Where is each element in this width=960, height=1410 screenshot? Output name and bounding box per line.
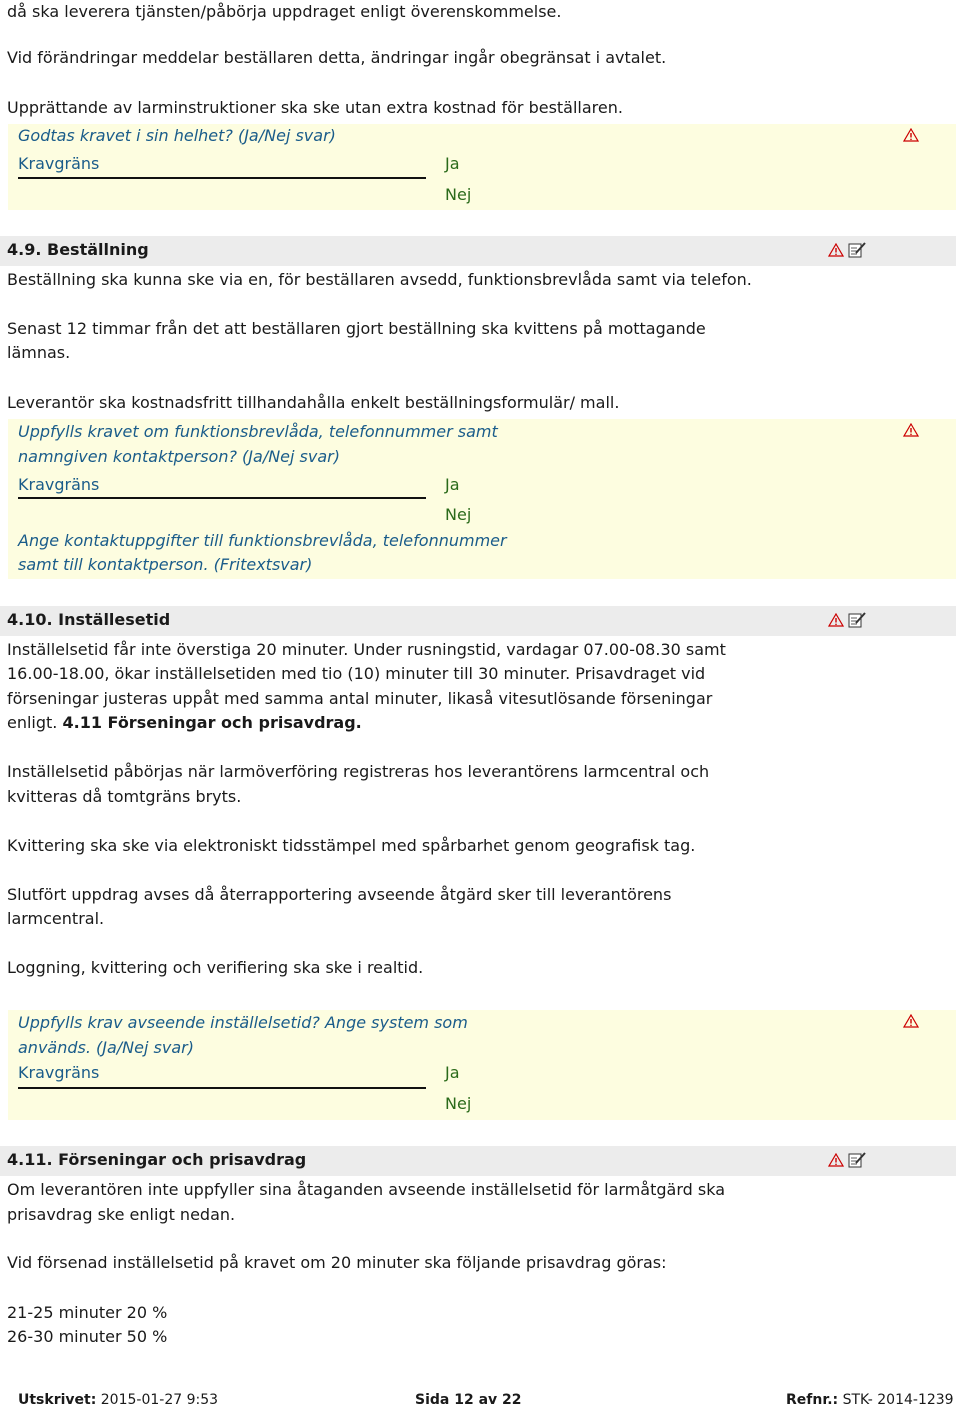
body-text: kvitteras då tomtgräns bryts. <box>7 787 242 806</box>
edit-icon[interactable] <box>848 1151 866 1169</box>
body-text: Vid försenad inställelsetid på kravet om 20 minuter ska följande prisavdrag göras: <box>7 1253 667 1272</box>
body-text: larmcentral. <box>7 909 105 928</box>
warning-icon <box>828 243 844 257</box>
freetext-prompt: samt till kontaktperson. (Fritextsvar) <box>18 555 313 574</box>
question-text: Uppfylls krav avseende inställelsetid? Ange system som <box>18 1013 468 1032</box>
answer-line <box>18 497 426 499</box>
body-text: Leverantör ska kostnadsfritt tillhandahålla enkelt beställningsformulär/ mall. <box>7 393 620 412</box>
section-title: 4.10. Inställesetid <box>7 610 171 629</box>
cross-reference: 4.11 Förseningar och prisavdrag. <box>62 713 362 732</box>
body-text: Vid förändringar meddelar beställaren detta, ändringar ingår obegränsat i avtalet. <box>7 48 667 67</box>
answer-yes[interactable]: Ja <box>445 475 460 494</box>
footer-printed-value: 2015-01-27 9:53 <box>96 1392 219 1408</box>
edit-icon[interactable] <box>848 241 866 259</box>
question-box <box>8 419 956 579</box>
section-header <box>0 236 956 266</box>
answer-no[interactable]: Nej <box>445 505 472 524</box>
question-text: Godtas kravet i sin helhet? (Ja/Nej svar) <box>18 126 336 145</box>
answer-no[interactable]: Nej <box>445 185 472 204</box>
deduction-row: 21-25 minuter 20 % <box>7 1303 168 1322</box>
footer-page <box>415 1392 522 1408</box>
footer-page-label: Sida 12 av 22 <box>415 1392 522 1408</box>
warning-icon <box>828 613 844 627</box>
body-text: Om leverantören inte uppfyller sina åtaganden avseende inställelsetid för larmåtgärd ska <box>7 1180 725 1199</box>
answer-no[interactable]: Nej <box>445 1094 472 1113</box>
answer-line <box>18 1087 426 1089</box>
freetext-prompt: Ange kontaktuppgifter till funktionsbrevlåda, telefonnummer <box>18 531 507 550</box>
answer-line <box>18 177 426 179</box>
body-text: lämnas. <box>7 343 71 362</box>
body-text: Kvittering ska ske via elektroniskt tidsstämpel med spårbarhet genom geografisk tag. <box>7 836 696 855</box>
requirement-limit-label: Kravgräns <box>18 1063 100 1082</box>
body-text <box>7 711 362 736</box>
footer-printed <box>18 1392 218 1408</box>
warning-icon <box>903 423 919 437</box>
body-text: Beställning ska kunna ske via en, för beställaren avsedd, funktionsbrevlåda samt via telefon. <box>7 270 752 289</box>
deduction-row: 26-30 minuter 50 % <box>7 1327 168 1346</box>
body-text: Loggning, kvittering och verifiering ska ske i realtid. <box>7 958 424 977</box>
body-text-fragment: enligt. <box>7 713 63 732</box>
body-text: 16.00-18.00, ökar inställelsetiden med tio (10) minuter till 30 minuter. Prisavdraget vid <box>7 664 706 683</box>
footer-ref <box>786 1392 954 1408</box>
body-text: Senast 12 timmar från det att beställaren gjort beställning ska kvittens på mottagande <box>7 319 706 338</box>
body-text: Inställelsetid påbörjas när larmöverföring registreras hos leverantörens larmcentral och <box>7 762 710 781</box>
section-title: 4.11. Förseningar och prisavdrag <box>7 1150 307 1169</box>
edit-icon[interactable] <box>848 611 866 629</box>
requirement-limit-label: Kravgräns <box>18 475 100 494</box>
footer-printed-label: Utskrivet: <box>18 1392 97 1408</box>
body-text: prisavdrag ske enligt nedan. <box>7 1205 236 1224</box>
question-text: Uppfylls kravet om funktionsbrevlåda, telefonnummer samt <box>18 422 498 441</box>
warning-icon <box>903 1014 919 1028</box>
footer-ref-label: Refnr.: <box>786 1392 839 1408</box>
question-text: namngiven kontaktperson? (Ja/Nej svar) <box>18 447 340 466</box>
warning-icon <box>828 1153 844 1167</box>
body-text: förseningar justeras uppåt med samma antal minuter, likaså vitesutlösande förseningar <box>7 689 713 708</box>
body-text: Upprättande av larminstruktioner ska ske utan extra kostnad för beställaren. <box>7 98 623 117</box>
footer-ref-value: STK- 2014-1239 <box>838 1392 954 1408</box>
body-text: Slutfört uppdrag avses då återrapportering avseende åtgärd sker till leverantörens <box>7 885 672 904</box>
section-header <box>0 1146 956 1176</box>
section-title: 4.9. Beställning <box>7 240 149 259</box>
warning-icon <box>903 128 919 142</box>
requirement-limit-label: Kravgräns <box>18 154 100 173</box>
answer-yes[interactable]: Ja <box>445 154 460 173</box>
question-text: används. (Ja/Nej svar) <box>18 1038 194 1057</box>
question-box <box>8 1010 956 1120</box>
body-text: då ska leverera tjänsten/påbörja uppdraget enligt överenskommelse. <box>7 2 562 21</box>
answer-yes[interactable]: Ja <box>445 1063 460 1082</box>
section-header <box>0 606 956 636</box>
body-text: Inställelsetid får inte överstiga 20 minuter. Under rusningstid, vardagar 07.00-08.30 samt <box>7 640 726 659</box>
question-box <box>8 124 956 210</box>
